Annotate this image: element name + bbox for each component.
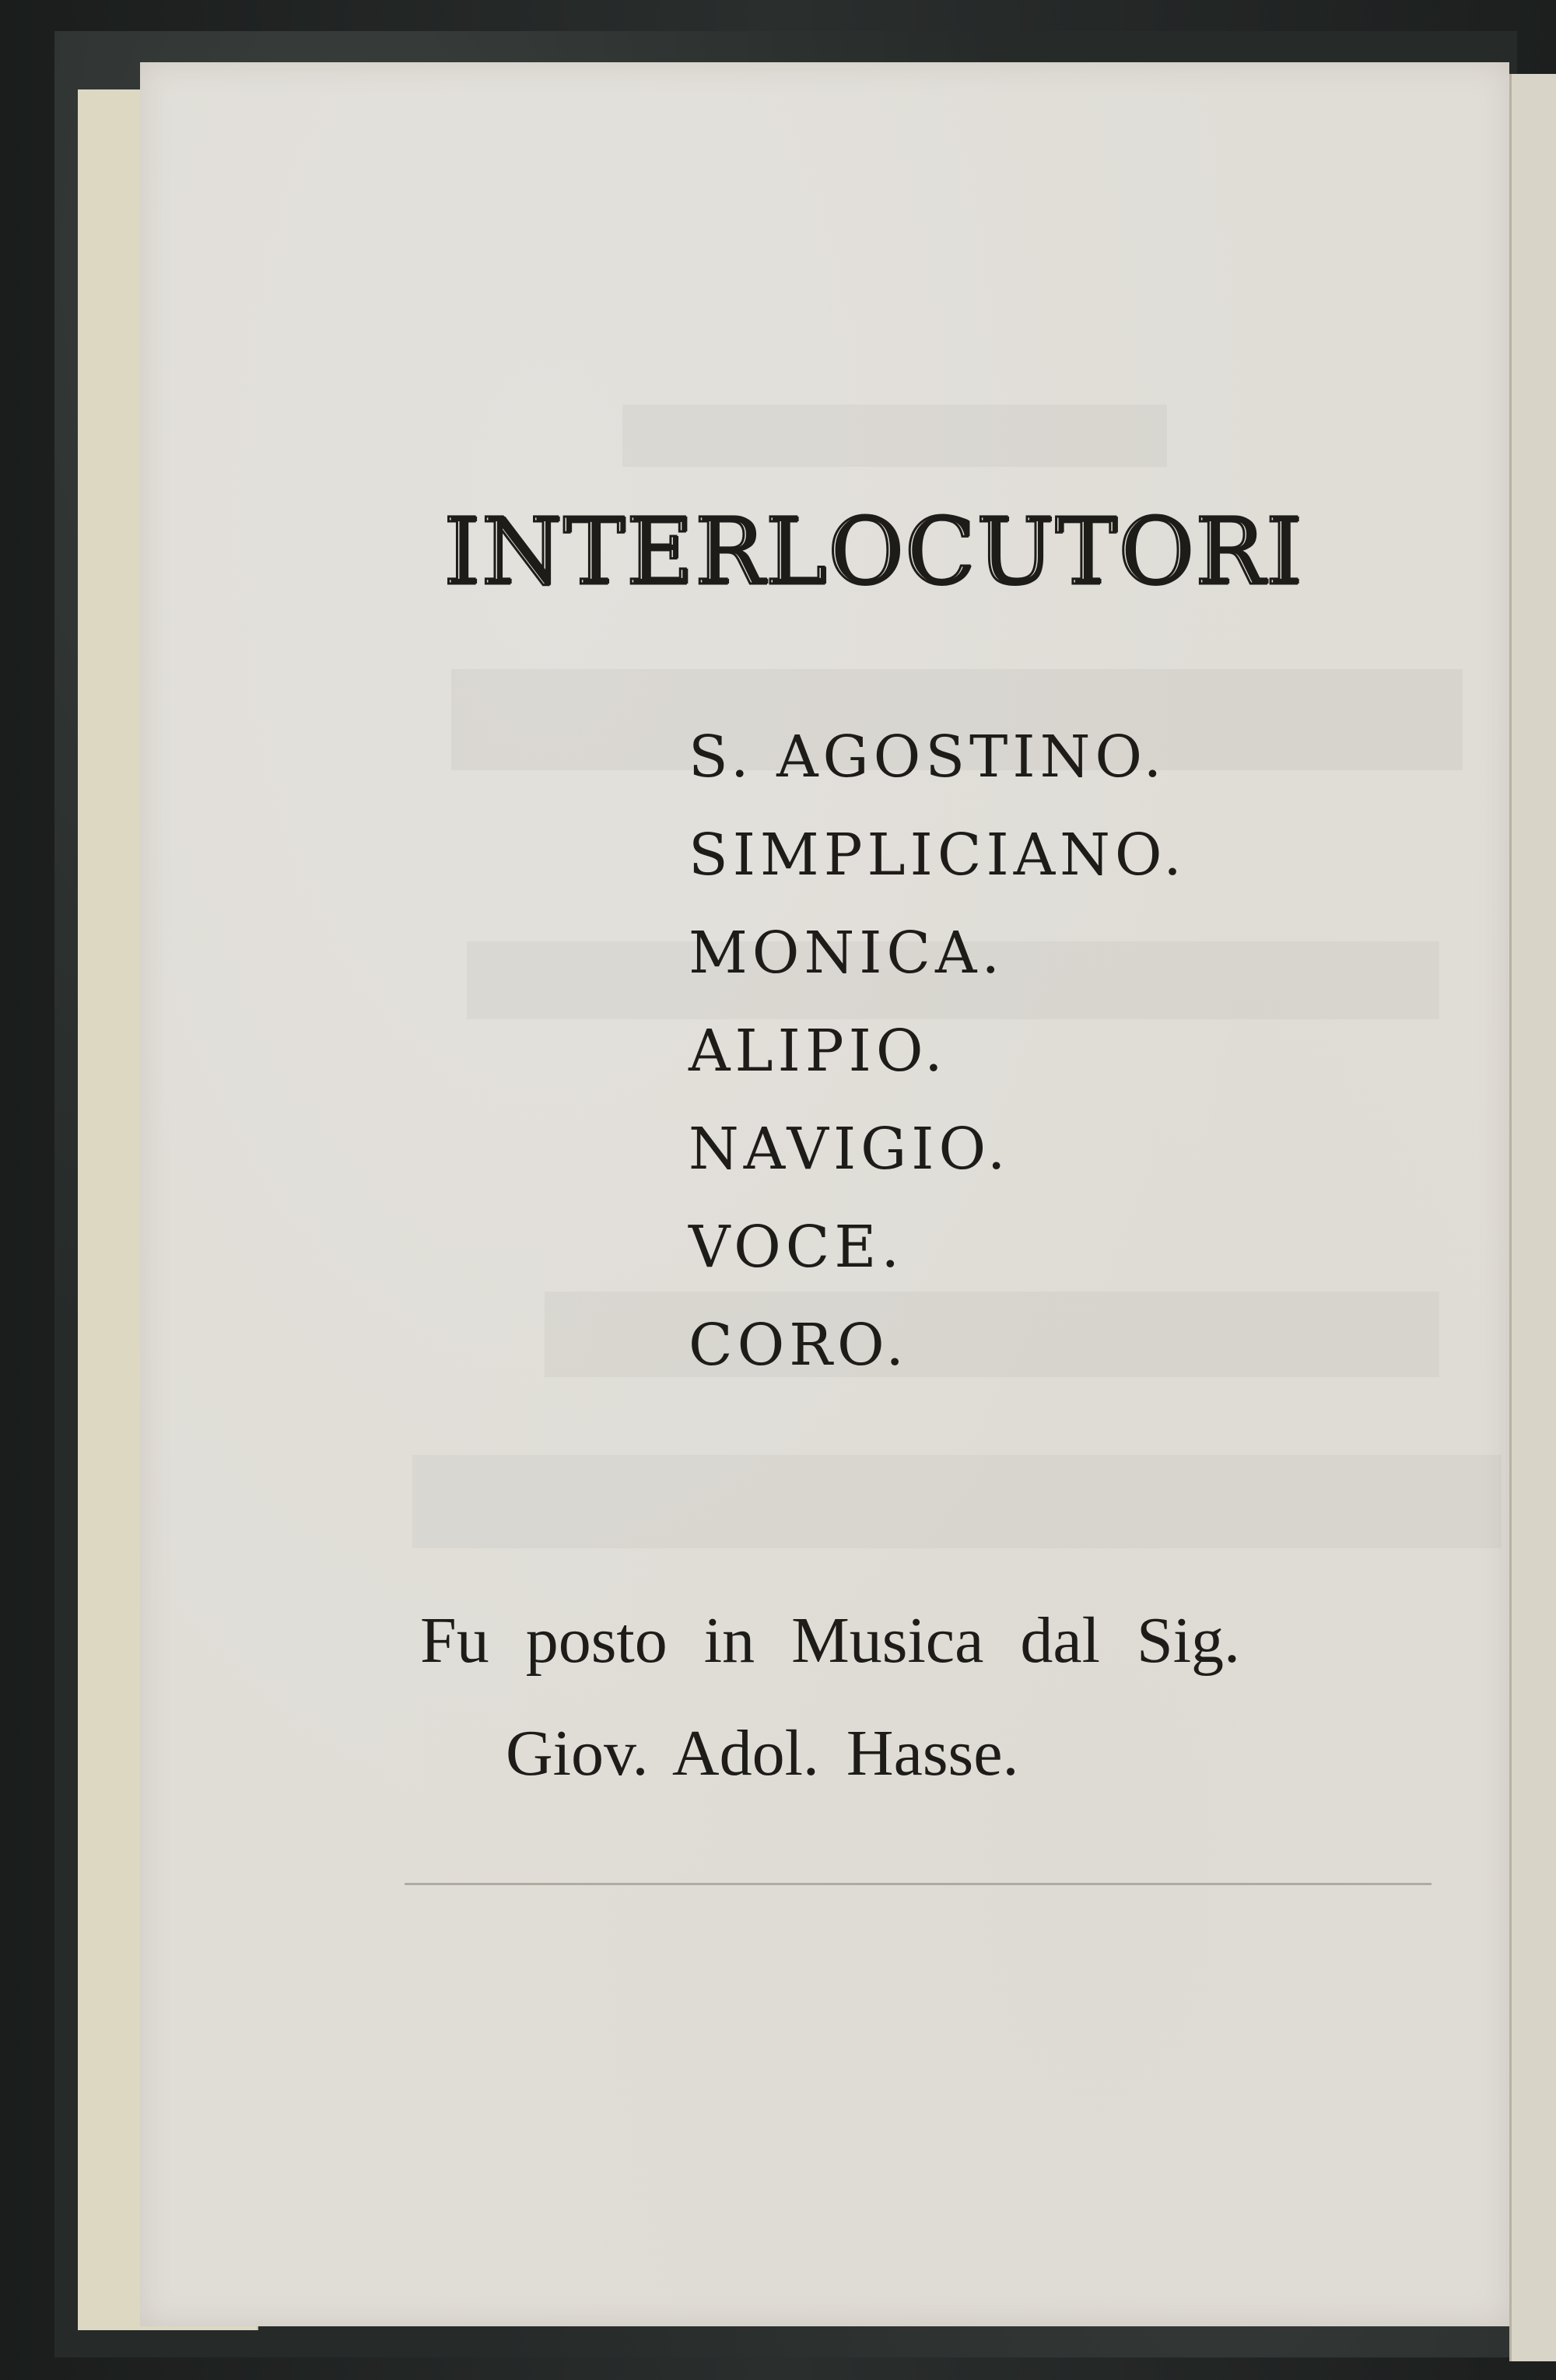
character-list: [689, 708, 1186, 1394]
character-item: S. AGOSTINO.: [689, 724, 1167, 790]
show-through-block-1: [622, 405, 1167, 467]
character-item: NAVIGIO.: [689, 1116, 1011, 1183]
divider-rule: [405, 1883, 1432, 1885]
composer-credit-line-1: Fu posto in Musica dal Sig.: [420, 1604, 1241, 1677]
character-item: CORO.: [689, 1312, 909, 1379]
next-page-edge: [1509, 74, 1556, 2361]
character-item: SIMPLICIANO.: [689, 822, 1186, 889]
character-item: ALIPIO.: [689, 1018, 948, 1085]
character-item: VOCE.: [689, 1214, 904, 1281]
show-through-block-5: [412, 1455, 1502, 1548]
composer-credit-line-2: Giov. Adol. Hasse.: [506, 1717, 1019, 1789]
character-item: MONICA.: [689, 920, 1005, 987]
page-heading: INTERLOCUTORI: [443, 498, 1304, 605]
